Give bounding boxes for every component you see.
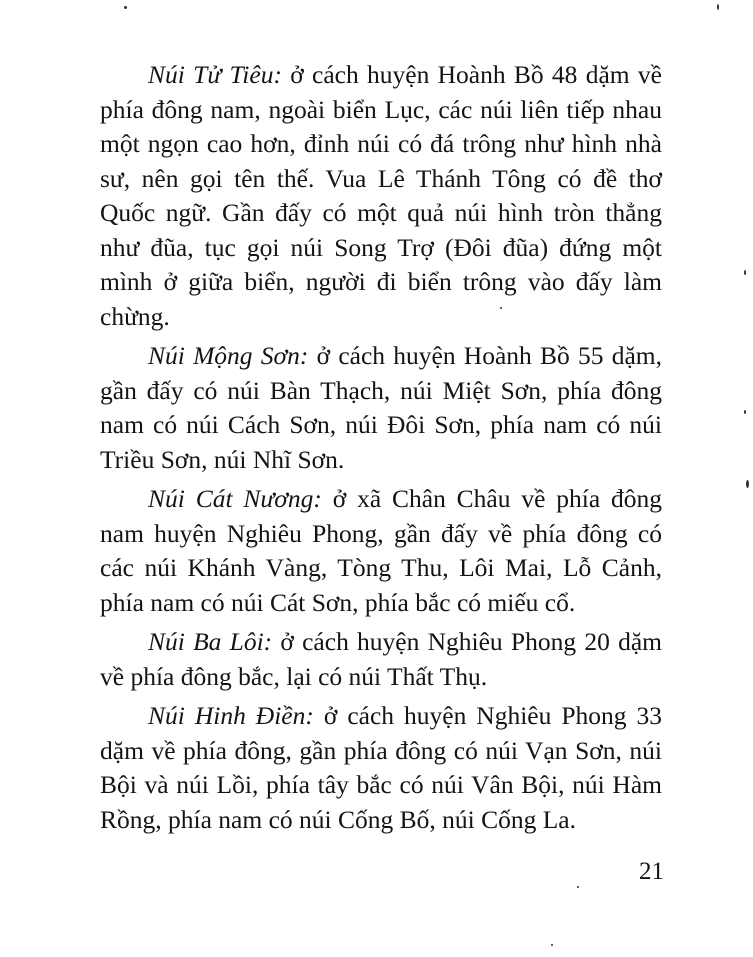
paragraph-nui-mong-son <box>100 339 662 477</box>
paragraph-text: ở cách huyện Hoành Bồ 55 dặm, gần đấy có núi Bàn Thạch, núi Miệt Sơn, phía đông nam có núi Cách Sơn, núi Đôi Sơn, phía nam có núi Triều Sơn, núi Nhĩ Sơn. <box>100 341 662 474</box>
paragraph-nui-hinh-dien <box>100 699 662 837</box>
scan-speck <box>744 410 746 414</box>
paragraph-text: ở cách huyện Nghiêu Phong 33 dặm về phía đông, gần phía đông có núi Vạn Sơn, núi Bội và núi Lồi, phía tây bắc có núi Vân Bội, núi Hàm Rồng, phía nam có núi Cống Bố, núi Cống La. <box>100 701 663 834</box>
paragraph-title: Núi Cát Nương: <box>148 484 322 513</box>
scan-speck <box>124 6 127 9</box>
scan-speck <box>744 270 746 275</box>
scan-speck <box>500 307 502 309</box>
page-number: 21 <box>639 858 664 885</box>
paragraph-title: Núi Tử Tiêu: <box>148 60 282 89</box>
scan-speck <box>717 4 719 10</box>
paragraph-title: Núi Mộng Sơn: <box>148 341 309 370</box>
paragraph-title: Núi Ba Lôi: <box>148 627 273 656</box>
paragraph-title: Núi Hinh Điền: <box>148 701 314 730</box>
scan-speck <box>746 480 749 488</box>
scan-speck <box>577 886 579 888</box>
paragraph-text: ở xã Chân Châu về phía đông nam huyện Nghiêu Phong, gần đấy về phía đông có các núi Khánh Vàng, Tòng Thu, Lôi Mai, Lỗ Cảnh, phía nam có núi Cát Sơn, phía bắc có miếu cổ. <box>100 484 663 617</box>
body-text <box>100 58 662 842</box>
paragraph-nui-ba-loi <box>100 625 662 694</box>
paragraph-nui-cat-nuong <box>100 482 662 620</box>
paragraph-text: ở cách huyện Nghiêu Phong 20 dặm về phía đông bắc, lại có núi Thất Thụ. <box>100 627 662 691</box>
paragraph-text: ở cách huyện Hoành Bồ 48 dặm về phía đông nam, ngoài biển Lục, các núi liên tiếp nhau một ngọn cao hơn, đỉnh núi có đá trông như hình nhà sư, nên gọi tên thế. Vua Lê Thánh Tông có đề thơ Quốc ngữ. Gần đấy có một quả núi hình tròn thẳng như đũa, tục gọi núi Song Trợ (Đôi đũa) đứng một mình ở giữa biển, người đi biển trông vào đấy làm chừng. <box>100 60 662 331</box>
scan-speck <box>551 944 553 946</box>
paragraph-nui-tu-tieu <box>100 58 662 334</box>
